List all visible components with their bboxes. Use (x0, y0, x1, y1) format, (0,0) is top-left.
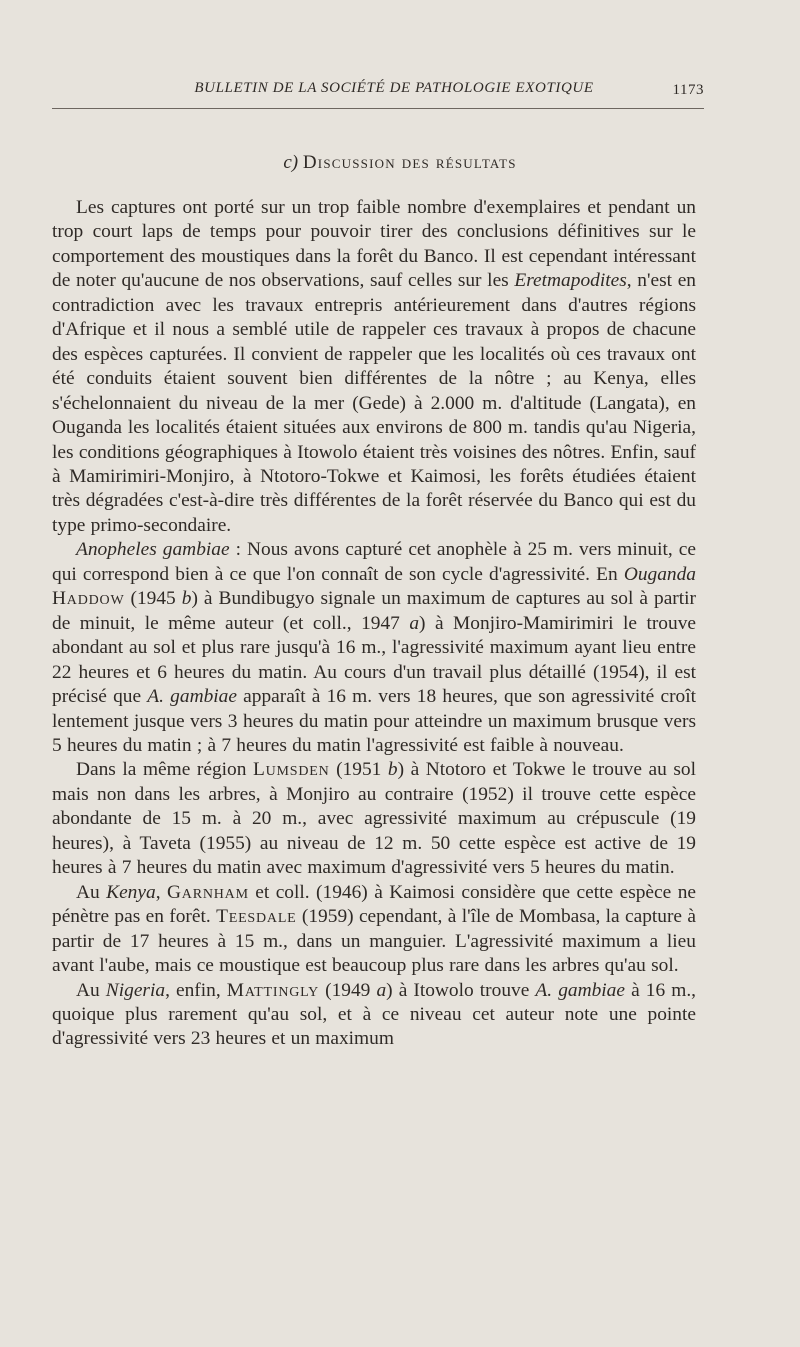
paragraph-text: Dans la même région (76, 759, 253, 781)
paragraph-text: ) à Monjiro-Mamirimiri le trouve abondant au sol et plus rare jusqu'à 16 m., l'agressivité maximum ayant lieu entre 22 heures et 6 heures du matin. Au cours d'un travail plus détaillé (1954), il est précisé que (52, 612, 696, 708)
author-name: Mattingly (226, 979, 320, 1001)
paragraph-text: (1945 (124, 588, 182, 610)
paragraph-text: à 16 m., quoique plus rarement qu'au sol, et à ce niveau cet auteur note une pointe d'agressivité vers 23 heures et un maximum (52, 979, 697, 1050)
article-body (52, 196, 696, 1052)
section-title: Discussion des résultats (302, 152, 517, 173)
paragraph-3 (52, 758, 696, 880)
header-rule (52, 108, 704, 109)
reference-letter: a (409, 612, 420, 634)
paragraph-text: (1949 (319, 979, 377, 1001)
paragraph-text: Au (76, 979, 106, 1001)
reference-letter: b (181, 588, 192, 610)
paragraph-text: ) à Itowolo trouve (386, 979, 536, 1001)
paragraph-text: (1959) cependant, à l'île de Mombasa, la capture à partir de 17 heures à 15 m., dans un manguier. L'agressivité maximum a lieu avant l'aube, mais ce moustique est beaucoup plus rare dans les arbres qu'au sol. (52, 906, 697, 977)
author-name: Haddow (52, 588, 125, 610)
paragraph-text: et coll. (1946) à Kaimosi considère que cette espèce ne pénètre pas en forêt. (52, 881, 696, 928)
country-name: Kenya (106, 881, 156, 903)
country-name: Nigeria (105, 979, 166, 1001)
paragraph-text: ) à Bundibugyo signale un maximum de captures au sol à partir de minuit, le même auteur (et coll., 1947 (52, 588, 696, 634)
paragraph-text: Les captures ont porté sur un trop faible nombre d'exemplaires et pendant un trop court laps de temps pour pouvoir tirer des conclusions définitives sur le comportement des moustiques dans la forêt du Banco. Il est cependant intéressant de noter qu'aucune de nos observations, sauf celles sur les (52, 197, 696, 292)
paragraph-2 (52, 538, 696, 758)
author-name: Teesdale (216, 906, 297, 928)
paragraph-text: , (155, 881, 167, 903)
paragraph-5 (52, 979, 696, 1052)
paragraph-1 (52, 196, 696, 538)
author-name: Garnham (166, 881, 249, 903)
paragraph-text: Au (76, 881, 107, 903)
species-name: A. gambiae (147, 686, 237, 708)
reference-letter: a (376, 979, 387, 1001)
species-name: A. gambiae (535, 979, 625, 1001)
paragraph-text: ) à Ntotoro et Tokwe le trouve au sol mais non dans les arbres, à Monjiro au contraire (1952) il trouve cette espèce abondante de 15 m. à 20 m., avec agressivité maximum au crépuscule (19 heures), à Taveta (1955) au niveau de 12 m. 50 cette espèce est active de 19 heures à 7 heures du matin avec maximum d'agressivité vers 5 heures du matin. (52, 759, 696, 879)
running-head: BULLETIN DE LA SOCIÉTÉ DE PATHOLOGIE EXOTIQUE (194, 80, 594, 96)
page-number: 1173 (672, 82, 704, 98)
author-name: Lumsden (252, 759, 330, 781)
reference-letter: b (387, 759, 398, 781)
section-letter: c) (283, 152, 299, 173)
species-name: Anopheles gambiae (76, 539, 230, 561)
paragraph-4 (52, 881, 696, 979)
paragraph-text: apparaît à 16 m. vers 18 heures, que son agressivité croît lentement jusque vers 3 heures du matin pour atteindre un maximum brusque vers 5 heures du matin ; à 7 heures du matin l'agressivité est faible à nouveau. (52, 686, 697, 756)
country-name: Ouganda (623, 563, 696, 585)
paragraph-text: , n'est en contradiction avec les travaux entrepris antérieurement dans d'autres régions d'Afrique et il nous a semblé utile de rappeler ces travaux à propos de chacune des espèces capturées. Il convient de rappeler que les localités où ces travaux ont été conduits étaient souvent bien différentes de la nôtre ; au Kenya, elles s'échelonnaient du niveau de la mer (Gede) à 2.000 m. d'altitude (Langata), en Ouganda les localités étaient situées aux environs de 800 m. tandis qu'au Nigeria, les conditions géographiques à Itowolo étaient très voisines des nôtres. Enfin, sauf à Mamirimiri-Monjiro, à Ntotoro-Tokwe et Kaimosi, les forêts étudiées étaient très dégradées c'est-à-dire très différentes de la forêt réservée du Banco qui est du type primo-secondaire. (52, 270, 696, 536)
paragraph-text: : Nous avons capturé cet anophèle à 25 m. vers minuit, ce qui correspond bien à ce que l'on connaît de son cycle d'agressivité. En (52, 539, 696, 585)
species-name: Eretmapodites (514, 270, 627, 292)
paragraph-text: , enfin, (165, 979, 227, 1001)
paragraph-text: (1951 (329, 759, 388, 781)
section-heading (0, 152, 800, 174)
